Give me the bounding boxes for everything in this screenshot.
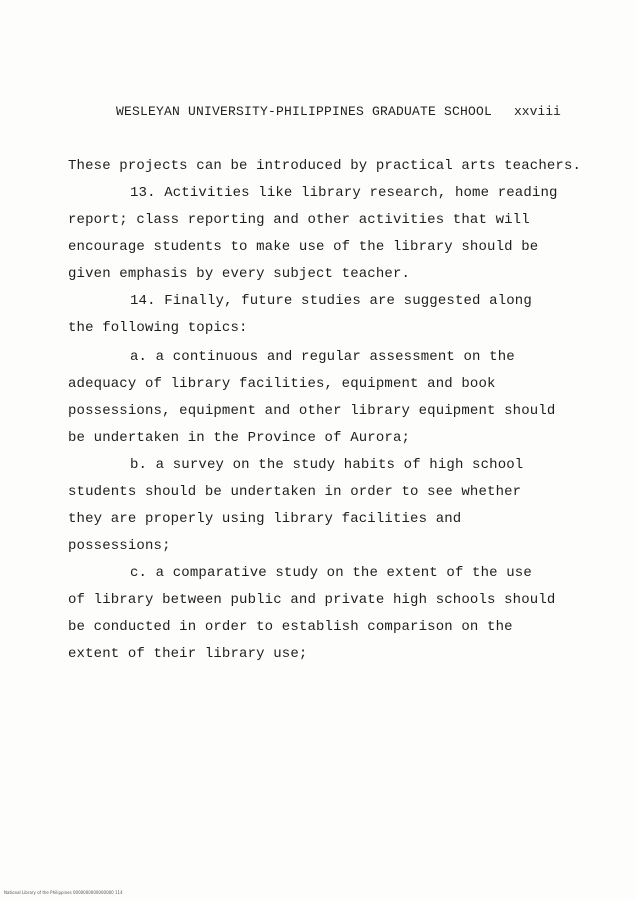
text-line: encourage students to make use of the library should be — [68, 239, 539, 255]
text-line: the following topics: — [68, 320, 248, 336]
text-line: report; class reporting and other activities that will — [68, 212, 530, 228]
text-line: a. a continuous and regular assessment on the — [130, 349, 515, 365]
page-number: xxviii — [514, 104, 561, 119]
text-line: 13. Activities like library research, home reading — [130, 185, 558, 201]
text-line: be conducted in order to establish comparison on the — [68, 619, 513, 635]
text-line: be undertaken in the Province of Aurora; — [68, 430, 411, 446]
institution-title: WESLEYAN UNIVERSITY-PHILIPPINES GRADUATE SCHOOL — [116, 104, 493, 119]
text-line: 14. Finally, future studies are suggested along — [130, 293, 532, 309]
text-line: possessions; — [68, 538, 171, 554]
scan-footer-note: National Library of the Philippines 0000000000000000 114 — [4, 890, 123, 895]
text-line: extent of their library use; — [68, 646, 308, 662]
text-line: c. a comparative study on the extent of the use — [130, 565, 532, 581]
text-line: adequacy of library facilities, equipment and book — [68, 376, 496, 392]
text-line: given emphasis by every subject teacher. — [68, 266, 411, 282]
text-line: possessions, equipment and other library equipment should — [68, 403, 556, 419]
text-line: of library between public and private high schools should — [68, 592, 556, 608]
text-line: students should be undertaken in order to see whether — [68, 484, 522, 500]
page-header — [0, 104, 636, 126]
text-line: These projects can be introduced by practical arts teachers. — [68, 158, 582, 174]
text-line: they are properly using library facilities and — [68, 511, 462, 527]
text-line: b. a survey on the study habits of high school — [130, 457, 524, 473]
